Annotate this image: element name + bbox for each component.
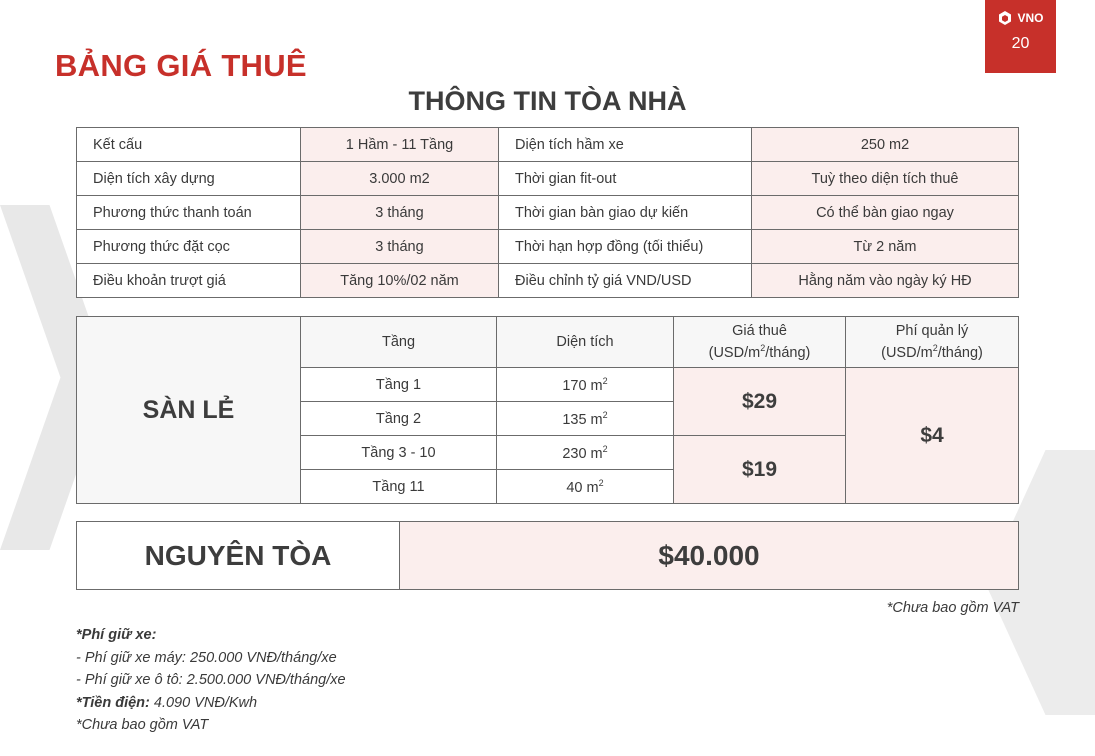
area-value: 135 m [562, 411, 603, 428]
info-value: Hằng năm vào ngày ký HĐ [752, 264, 1019, 298]
floor-pricing-table [76, 316, 1019, 504]
info-value: 3 tháng [301, 230, 499, 264]
info-label: Điều chỉnh tỷ giá VND/USD [499, 264, 752, 298]
floor-area [497, 368, 674, 402]
floor-name: Tầng 3 - 10 [301, 436, 497, 470]
electric-fee-value: 4.090 VNĐ/Kwh [149, 694, 258, 711]
info-label: Phương thức thanh toán [77, 196, 301, 230]
info-label: Diện tích xây dựng [77, 162, 301, 196]
area-value: 40 m [566, 479, 599, 496]
electric-fee-label: *Tiền điện: [76, 694, 150, 711]
section-subtitle: THÔNG TIN TÒA NHÀ [408, 86, 687, 116]
floor-name: Tầng 2 [301, 402, 497, 436]
header-fee-unit-pre: (USD/m [881, 344, 933, 361]
info-value: 250 m2 [752, 128, 1019, 162]
whole-building-label: NGUYÊN TÒA [77, 522, 400, 590]
table-row [77, 230, 1019, 264]
table-row [77, 264, 1019, 298]
table-header-row [77, 317, 1019, 368]
header-rent-unit-post: /tháng) [765, 344, 811, 361]
table-row [77, 128, 1019, 162]
page-number: 20 [1011, 35, 1030, 52]
hexagon-logo-icon [997, 10, 1013, 26]
superscript: 2 [932, 342, 938, 353]
brand-logo [985, 10, 1056, 26]
table-row [77, 196, 1019, 230]
superscript: 2 [602, 409, 608, 420]
info-label: Kết cấu [77, 128, 301, 162]
info-value: 1 Hầm - 11 Tầng [301, 128, 499, 162]
whole-building-price: $40.000 [400, 522, 1019, 590]
info-label: Điều khoản trượt giá [77, 264, 301, 298]
info-value: Từ 2 năm [752, 230, 1019, 264]
header-area: Diện tích [497, 317, 674, 368]
floor-area [497, 402, 674, 436]
retail-floor-label: SÀN LẺ [77, 317, 301, 504]
header-rent-unit-pre: (USD/m [708, 344, 761, 361]
page-badge [985, 0, 1056, 73]
info-label: Diện tích hầm xe [499, 128, 752, 162]
info-value: Tuỳ theo diện tích thuê [752, 162, 1019, 196]
motorbike-fee: - Phí giữ xe máy: 250.000 VNĐ/tháng/xe [76, 649, 337, 666]
parking-fee-title: *Phí giữ xe: [76, 627, 157, 643]
header-rent-line1: Giá thuê [732, 322, 787, 339]
header-fee-line1: Phí quản lý [895, 322, 969, 339]
floor-area [497, 436, 674, 470]
whole-building-table [76, 521, 1019, 590]
superscript: 2 [598, 477, 604, 488]
footnotes [76, 624, 346, 737]
superscript: 2 [602, 443, 608, 454]
rent-price: $19 [674, 436, 846, 504]
logo-text: VNO [1017, 11, 1044, 25]
page-title: BẢNG GIÁ THUÊ [55, 48, 307, 83]
info-value: 3.000 m2 [301, 162, 499, 196]
header-floor: Tầng [301, 317, 497, 368]
table-row [77, 162, 1019, 196]
table-row [77, 522, 1019, 590]
building-info-table [76, 127, 1019, 298]
floor-area [497, 470, 674, 504]
rent-price: $29 [674, 368, 846, 436]
area-value: 230 m [562, 445, 603, 462]
info-value: Có thể bàn giao ngay [752, 196, 1019, 230]
vat-note: *Chưa bao gồm VAT [886, 600, 1019, 616]
info-label: Thời hạn hợp đồng (tối thiểu) [499, 230, 752, 264]
header-fee-unit-post: /tháng) [937, 344, 983, 361]
info-label: Phương thức đặt cọc [77, 230, 301, 264]
floor-name: Tầng 11 [301, 470, 497, 504]
floor-name: Tầng 1 [301, 368, 497, 402]
superscript: 2 [760, 342, 766, 353]
area-value: 170 m [562, 377, 603, 394]
header-rent [674, 317, 846, 368]
info-label: Thời gian bàn giao dự kiến [499, 196, 752, 230]
info-value: Tăng 10%/02 năm [301, 264, 499, 298]
vat-footnote: *Chưa bao gồm VAT [76, 717, 209, 733]
info-value: 3 tháng [301, 196, 499, 230]
superscript: 2 [602, 375, 608, 386]
header-fee [846, 317, 1019, 368]
car-fee: - Phí giữ xe ô tô: 2.500.000 VNĐ/tháng/xe [76, 672, 346, 688]
info-label: Thời gian fit-out [499, 162, 752, 196]
management-fee: $4 [846, 368, 1019, 504]
